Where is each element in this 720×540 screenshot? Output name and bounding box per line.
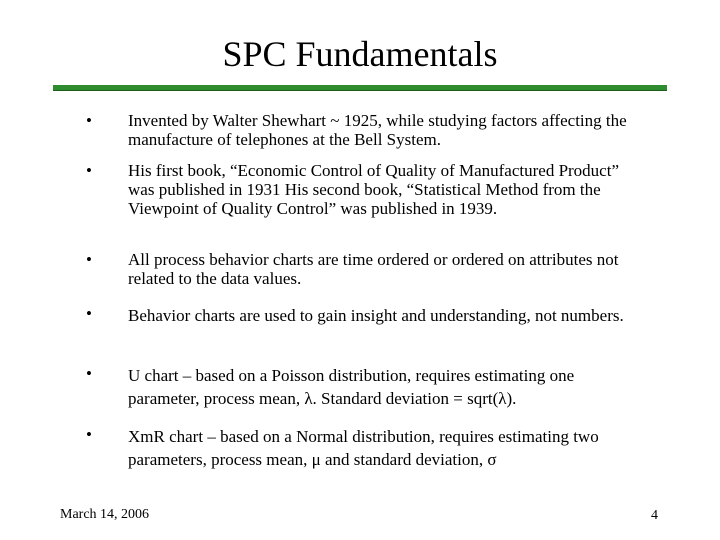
bullet-text: All process behavior charts are time ordered or ordered on attributes not related to the data values. <box>128 250 619 288</box>
bullet-marker: • <box>86 425 92 444</box>
bullet-marker: • <box>86 250 92 269</box>
bullet-marker: • <box>86 161 92 180</box>
page-number: 4 <box>651 508 658 523</box>
bullet-text: U chart – based on a Poisson distribution, requires estimating one parameter, process mean, λ. Standard deviation = sqrt(λ). <box>128 366 575 408</box>
title-divider <box>53 85 667 90</box>
bullet-marker: • <box>86 304 92 323</box>
bullet-marker: • <box>86 111 92 130</box>
bullet-text: XmR chart – based on a Normal distribution, requires estimating two parameters, process mean, μ and standard deviation, σ <box>128 427 599 469</box>
bullet-text: His first book, “Economic Control of Quality of Manufactured Product” was published in 1931 His second book, “Statistical Method from the Viewpoint of Quality Control” was published in 1939. <box>128 161 619 218</box>
footer-date: March 14, 2006 <box>60 507 150 522</box>
slide-title: SPC Fundamentals <box>222 34 498 74</box>
bullet-text: Invented by Walter Shewhart ~ 1925, while studying factors affecting the manufacture of telephones at the Bell System. <box>128 111 627 149</box>
bullet-marker: • <box>86 364 92 383</box>
bullet-text: Behavior charts are used to gain insight and understanding, not numbers. <box>128 306 624 325</box>
